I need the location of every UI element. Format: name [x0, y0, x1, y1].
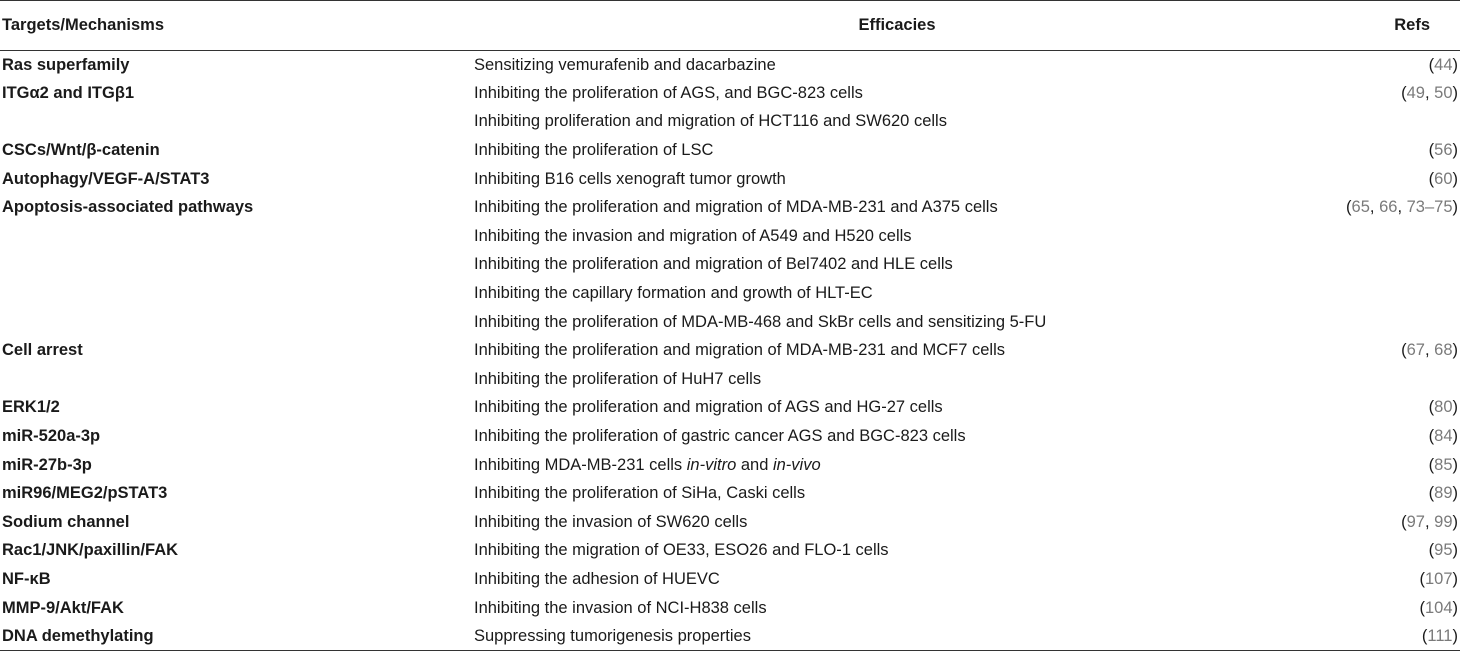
efficacy-cell: [474, 508, 1320, 537]
ref-link[interactable]: 65: [1351, 198, 1370, 217]
efficacy-text: and: [736, 455, 773, 474]
refs-cell: [1320, 108, 1460, 137]
table-row: [0, 451, 1460, 480]
efficacy-cell: [474, 251, 1320, 280]
efficacy-cell: [474, 51, 1320, 80]
efficacy-text: Inhibiting B16 cells xenograft tumor growth: [474, 169, 786, 188]
table-row: [0, 336, 1460, 365]
efficacy-text: Inhibiting the invasion and migration of A549 and H520 cells: [474, 226, 912, 245]
ref-link[interactable]: 60: [1434, 169, 1453, 188]
refs-cell: (104): [1419, 598, 1458, 617]
efficacy-cell: [474, 451, 1320, 480]
efficacy-text: Inhibiting the proliferation and migration of AGS and HG-27 cells: [474, 398, 943, 417]
refs-cell: (97, 99): [1401, 512, 1458, 531]
table-row: [0, 594, 1460, 623]
ref-link[interactable]: 85: [1434, 455, 1453, 474]
target-cell: ITGα2 and ITGβ1: [2, 83, 135, 102]
efficacy-text: in-vitro: [686, 455, 737, 474]
refs-cell: (65, 66, 73–75): [1346, 198, 1458, 217]
target-cell: [0, 251, 474, 280]
efficacy-cell: [474, 79, 1320, 108]
efficacy-text: Inhibiting the proliferation and migration of Bel7402 and HLE cells: [474, 255, 953, 274]
target-cell: Cell arrest: [2, 341, 83, 360]
table-row: [0, 308, 1460, 337]
ref-link[interactable]: 99: [1434, 512, 1453, 531]
table-row: [0, 279, 1460, 308]
table-row: [0, 51, 1460, 80]
refs-cell: (95): [1428, 541, 1458, 560]
ref-link[interactable]: 111: [1427, 626, 1453, 645]
target-cell: [0, 365, 474, 394]
refs-cell: (49, 50): [1401, 83, 1458, 102]
target-cell: miR-27b-3p: [2, 455, 92, 474]
table-row: [0, 79, 1460, 108]
header-row: [0, 1, 1460, 51]
target-cell: [0, 222, 474, 251]
table-row: [0, 508, 1460, 537]
target-cell: ERK1/2: [2, 398, 60, 417]
header-efficacies: Efficacies: [474, 1, 1320, 51]
table-row: [0, 537, 1460, 566]
table-row: [0, 193, 1460, 222]
efficacy-text: Inhibiting the proliferation of gastric cancer AGS and BGC-823 cells: [474, 427, 966, 446]
table-row: [0, 565, 1460, 594]
efficacy-text: Inhibiting the proliferation of HuH7 cells: [474, 369, 762, 388]
efficacy-cell: [474, 308, 1320, 337]
table-row: [0, 222, 1460, 251]
refs-cell: (80): [1428, 398, 1458, 417]
refs-cell: [1320, 251, 1460, 280]
efficacy-cell: [474, 565, 1320, 594]
efficacy-cell: [474, 165, 1320, 194]
refs-cell: (56): [1428, 141, 1458, 160]
refs-cell: (111): [1320, 622, 1460, 651]
efficacy-cell: [474, 279, 1320, 308]
ref-link[interactable]: 56: [1434, 141, 1453, 160]
refs-cell: (44): [1428, 55, 1458, 74]
refs-cell: (67, 68): [1401, 341, 1458, 360]
target-cell: Apoptosis-associated pathways: [2, 198, 254, 217]
efficacy-cell: [474, 336, 1320, 365]
ref-link[interactable]: 80: [1434, 398, 1453, 417]
target-cell: NF-κB: [2, 569, 51, 588]
efficacy-text: Inhibiting the proliferation of LSC: [474, 141, 714, 160]
ref-link[interactable]: 84: [1434, 427, 1453, 446]
efficacy-cell: [474, 222, 1320, 251]
ref-link[interactable]: 49: [1406, 83, 1425, 102]
efficacy-cell: [474, 108, 1320, 137]
ref-link[interactable]: 97: [1406, 512, 1425, 531]
refs-cell: (60): [1428, 169, 1458, 188]
target-cell: [0, 108, 474, 137]
target-cell: DNA demethylating: [0, 622, 474, 651]
header-refs: Refs: [1320, 1, 1460, 51]
ref-link[interactable]: 66: [1379, 198, 1398, 217]
efficacy-cell: [474, 422, 1320, 451]
efficacy-text: Inhibiting the invasion of SW620 cells: [474, 512, 748, 531]
table-row: [0, 394, 1460, 423]
table-body: [0, 51, 1460, 651]
efficacy-cell: [474, 394, 1320, 423]
table-row: [0, 165, 1460, 194]
ref-link[interactable]: 50: [1434, 83, 1453, 102]
efficacy-text: Inhibiting proliferation and migration of HCT116 and SW620 cells: [474, 112, 947, 131]
ref-link[interactable]: 89: [1434, 484, 1453, 503]
refs-cell: (89): [1428, 484, 1458, 503]
efficacy-text: Suppressing tumorigenesis properties: [474, 626, 751, 645]
table-row: [0, 422, 1460, 451]
efficacy-text: in-vivo: [772, 455, 821, 474]
target-cell: [0, 279, 474, 308]
efficacy-text: Inhibiting the adhesion of HUEVC: [474, 569, 720, 588]
table-header: [0, 1, 1460, 51]
refs-cell: [1320, 279, 1460, 308]
target-cell: Autophagy/VEGF-A/STAT3: [2, 169, 210, 188]
refs-cell: (107): [1419, 569, 1458, 588]
efficacy-text: Inhibiting the proliferation of SiHa, Caski cells: [474, 484, 806, 503]
efficacy-text: Inhibiting the capillary formation and growth of HLT-EC: [474, 284, 873, 303]
efficacy-text: Inhibiting the proliferation and migration of MDA-MB-231 and MCF7 cells: [474, 341, 1005, 360]
efficacy-cell: [474, 136, 1320, 165]
ref-link[interactable]: 95: [1434, 541, 1453, 560]
ref-link[interactable]: 68: [1434, 341, 1453, 360]
efficacy-cell: [474, 594, 1320, 623]
table-row: [0, 251, 1460, 280]
target-cell: Sodium channel: [2, 512, 130, 531]
efficacy-text: Inhibiting the invasion of NCI-H838 cells: [474, 598, 767, 617]
refs-cell: [1320, 308, 1460, 337]
efficacy-text: Inhibiting the migration of OE33, ESO26 and FLO-1 cells: [474, 541, 889, 560]
efficacy-cell: [474, 365, 1320, 394]
target-cell: miR-520a-3p: [2, 427, 101, 446]
efficacy-text: Inhibiting the proliferation of AGS, and BGC-823 cells: [474, 83, 863, 102]
table-row: [0, 136, 1460, 165]
target-cell: Ras superfamily: [2, 55, 130, 74]
efficacy-cell: [474, 537, 1320, 566]
target-cell: miR96/MEG2/pSTAT3: [2, 484, 168, 503]
efficacy-cell: [474, 193, 1320, 222]
refs-cell: (85): [1428, 455, 1458, 474]
table-row: [0, 479, 1460, 508]
ref-link[interactable]: 44: [1434, 55, 1453, 74]
refs-cell: [1320, 365, 1460, 394]
efficacy-cell: [474, 479, 1320, 508]
ref-link[interactable]: 67: [1406, 341, 1425, 360]
efficacy-text: Inhibiting the proliferation and migration of MDA-MB-231 and A375 cells: [474, 198, 998, 217]
efficacy-text: Sensitizing vemurafenib and dacarbazine: [474, 55, 776, 74]
table-row: [0, 365, 1460, 394]
efficacy-text: Inhibiting the proliferation of MDA-MB-468 and SkBr cells and sensitizing 5-FU: [474, 312, 1047, 331]
target-cell: Rac1/JNK/paxillin/FAK: [2, 541, 179, 560]
target-cell: MMP-9/Akt/FAK: [2, 598, 124, 617]
header-targets: Targets/Mechanisms: [0, 1, 474, 51]
table-row: [0, 108, 1460, 137]
refs-cell: (84): [1428, 427, 1458, 446]
target-cell: CSCs/Wnt/β-catenin: [2, 141, 160, 160]
target-cell: [0, 308, 474, 337]
ref-link[interactable]: 107: [1424, 569, 1453, 588]
refs-cell: [1320, 222, 1460, 251]
ref-link[interactable]: 104: [1424, 598, 1453, 617]
ref-link[interactable]: 73–75: [1406, 198, 1453, 217]
efficacy-text: Inhibiting MDA-MB-231 cells: [474, 455, 687, 474]
